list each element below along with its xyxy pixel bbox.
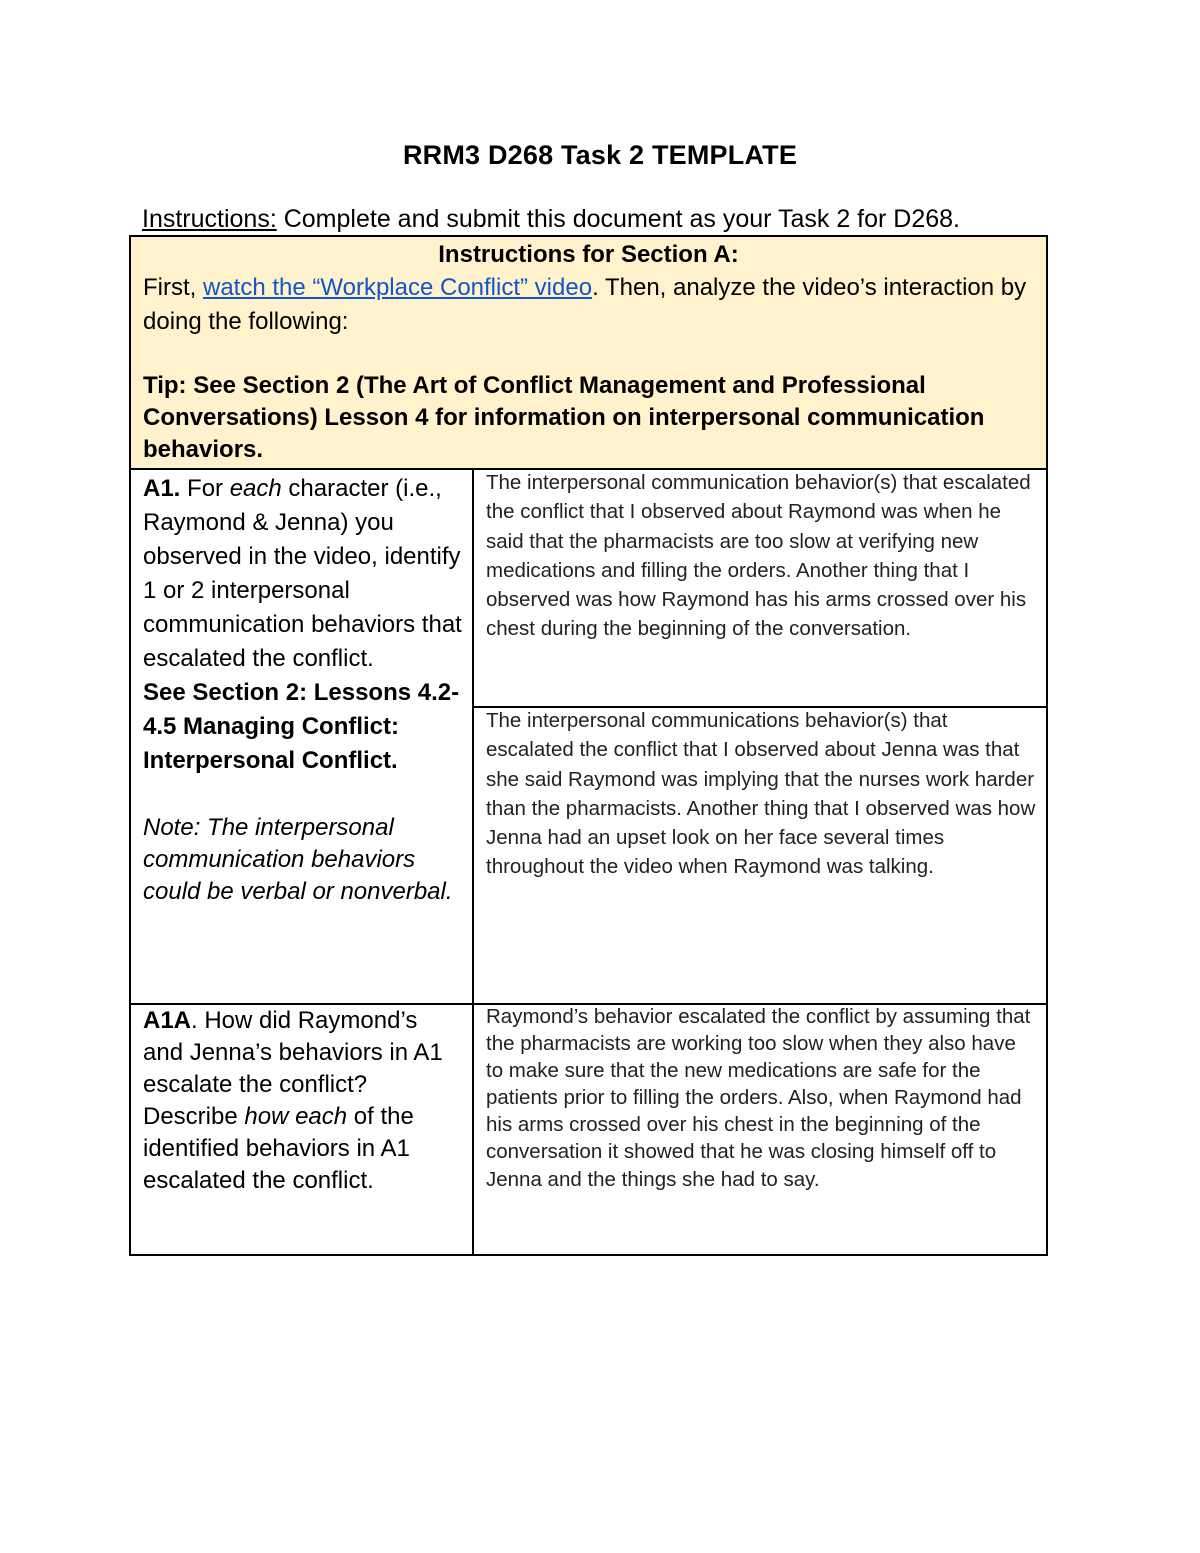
a1a-text-emphasis: how each (244, 1103, 348, 1130)
a1a-prompt (143, 1005, 464, 1197)
a1-prompt (143, 472, 464, 676)
a1-text-emphasis: each (229, 475, 282, 502)
workplace-conflict-video-link[interactable]: watch the “Workplace Conflict” video (203, 274, 593, 301)
a1a-label: A1A (143, 1007, 192, 1034)
a1-raymond-answer[interactable]: The interpersonal communication behavior(s) that escalated the conflict that I observed about Raymond was when he said that the pharmacists are too slow at verifying new medications and filling the orders. Another thing that I observed was how Raymond has his arms crossed over his chest during the beginning of the conversation. (486, 471, 1031, 641)
document-title: RRM3 D268 Task 2 TEMPLATE (402, 140, 798, 170)
a1-label: A1. (143, 475, 181, 502)
a1-jenna-answer-cell (474, 706, 1046, 1003)
instructions-label: Instructions: (142, 205, 277, 233)
a1a-answer-cell (474, 1003, 1046, 1256)
a1a-text-part: of the identified behaviors in A1 escalated the conflict. (143, 1103, 414, 1194)
a1-note: Note: The interpersonal communication behaviors could be verbal or nonverbal. (143, 814, 453, 905)
section-a-header (131, 237, 1046, 470)
a1-prompt-cell (131, 468, 472, 1003)
a1-jenna-answer[interactable]: The interpersonal communications behavior(s) that escalated the conflict that I observed about Jenna was that she said Raymond was implying that the nurses work harder than the pharmacists. Another thing that I observed was how Jenna had an upset look on her face several times throughout the video when Raymond was talking. (486, 709, 1036, 879)
a1a-text-part: . How did Raymond’s and Jenna’s behaviors in A1 escalate the conflict? Describe (143, 1007, 443, 1130)
section-a-tip: Tip: See Section 2 (The Art of Conflict Management and Professional Conversations) Lesson 4 for information on interpersonal communication behaviors. (143, 372, 985, 463)
section-a-intro (143, 271, 1034, 339)
section-a-heading: Instructions for Section A: (438, 241, 739, 268)
a1-see-section: See Section 2: Lessons 4.2-4.5 Managing Conflict: Interpersonal Conflict. (143, 679, 460, 774)
a1-text-part: character (i.e., Raymond & Jenna) you observed in the video, identify 1 or 2 interpersonal communication behaviors that escalated the conflict. (143, 475, 462, 672)
task-table (129, 235, 1048, 1256)
instructions-line (142, 205, 960, 234)
a1a-prompt-cell (131, 1003, 472, 1256)
instructions-text: Complete and submit this document as your Task 2 for D268. (276, 205, 960, 233)
intro-suffix: . Then, analyze the video’s interaction by doing the following: (143, 274, 1027, 335)
intro-prefix: First, (143, 274, 203, 301)
a1a-answer[interactable]: Raymond’s behavior escalated the conflict by assuming that the pharmacists are working too slow when they also have to make sure that the new medications are safe for the patients prior to filling the orders. Also, when Raymond had his arms crossed over his chest in the beginning of the conversation it showed that he was closing himself off to Jenna and the things she had to say. (486, 1005, 1031, 1191)
a1-raymond-answer-cell (474, 468, 1046, 706)
a1-text-part: For (180, 475, 230, 502)
